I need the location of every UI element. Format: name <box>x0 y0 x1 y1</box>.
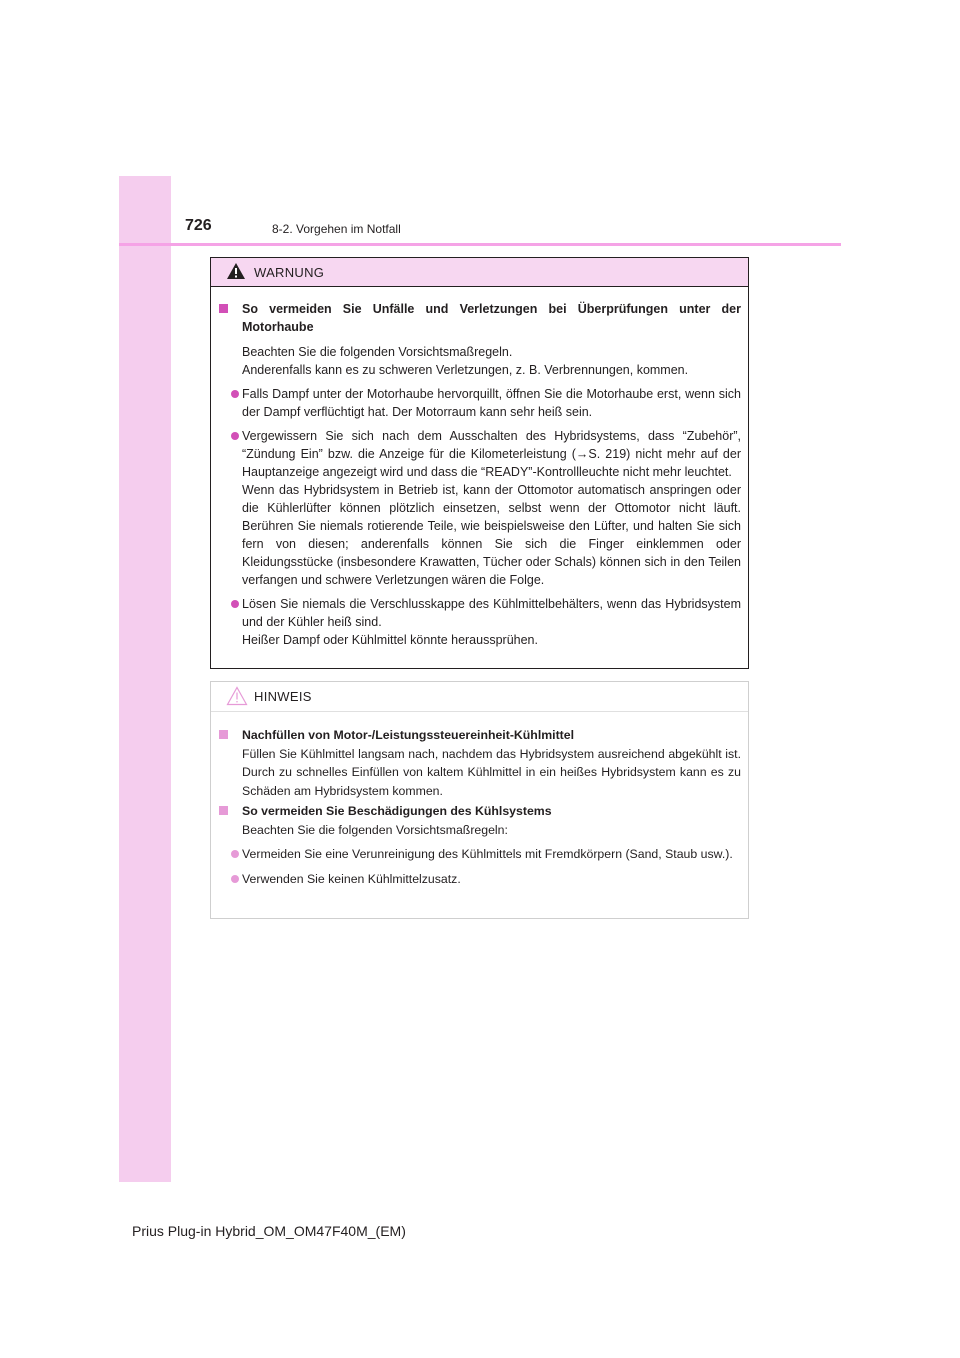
warning-intro-line: Beachten Sie die folgenden Vorsichtsmaßregeln. <box>242 345 513 359</box>
notice-box <box>210 681 749 919</box>
document-footer: Prius Plug-in Hybrid_OM_OM47F40M_(EM) <box>132 1223 406 1239</box>
notice-bullet <box>217 870 741 889</box>
warning-content <box>211 300 748 649</box>
bullet-text: Falls Dampf unter der Motorhaube hervorquillt, öffnen Sie die Motorhaube erst, wenn sich der Dampf verflüchtigt hat. Der Motorraum kann sehr heiß sein. <box>242 387 741 419</box>
notice-content <box>211 726 748 888</box>
notice-heading: So vermeiden Sie Beschädigungen des Kühlsystems <box>217 802 741 821</box>
bullet-text: Heißer Dampf oder Kühlmittel könnte heraussprühen. <box>242 633 538 647</box>
section-title: 8-2. Vorgehen im Notfall <box>272 222 401 236</box>
chapter-side-tab <box>119 176 171 1182</box>
notice-bullet <box>217 845 741 864</box>
warning-heading: So vermeiden Sie Unfälle und Verletzungen bei Überprüfungen unter der Motorhaube <box>217 300 741 336</box>
notice-triangle-icon <box>226 686 248 706</box>
notice-label: HINWEIS <box>254 689 312 704</box>
warning-box <box>210 257 749 669</box>
bullet-text: Vergewissern Sie sich nach dem Ausschalten des Hybridsystems, dass “Zubehör”, “Zündung Ein” bzw. die Anzeige für die Kilometerleistung (→S. 219) nicht mehr auf der Hauptanzeige angezeigt wird und dass die “READY”-Kontrollleuchte nicht mehr leuchtet. <box>242 429 741 479</box>
bullet-text: Lösen Sie niemals die Verschlusskappe des Kühlmittelbehälters, wenn das Hybridsystem und der Kühler heiß sind. <box>242 597 741 629</box>
notice-intro: Beachten Sie die folgenden Vorsichtsmaßregeln: <box>242 822 508 837</box>
notice-heading: Nachfüllen von Motor-/Leistungssteuereinheit-Kühlmittel <box>217 726 741 745</box>
bullet-text: Wenn das Hybridsystem in Betrieb ist, kann der Ottomotor automatisch anspringen oder die Kühlerlüfter können plötzlich einsetzen, selbst wenn der Ottomotor nicht läuft. Berühren Sie niemals rotierende Teile, wie beispielsweise den Lüfter, und halten Sie sich fern von diesen; anderenfalls können Sie sich die Finger einklemmen oder Kleidungsstücke (insbesondere Krawatten, Tücher oder Schals) können sich in den Teilen verfangen und schwere Verletzungen wären die Folge. <box>242 483 741 587</box>
notice-header <box>211 682 748 712</box>
page-number: 726 <box>185 217 212 234</box>
warning-intro-line: Anderenfalls kann es zu schweren Verletzungen, z. B. Verbrennungen, kommen. <box>242 363 689 377</box>
warning-bullet <box>217 595 741 649</box>
warning-bullet <box>217 427 741 589</box>
bullet-text: Vermeiden Sie eine Verunreinigung des Kühlmittels mit Fremdkörpern (Sand, Staub usw.). <box>242 847 733 861</box>
warning-header <box>211 258 748 287</box>
warning-label: WARNUNG <box>254 265 325 280</box>
header-divider <box>119 243 841 246</box>
warning-bullet <box>217 385 741 421</box>
warning-triangle-icon <box>226 262 246 280</box>
bullet-text: Verwenden Sie keinen Kühlmittelzusatz. <box>242 871 461 886</box>
notice-text: Füllen Sie Kühlmittel langsam nach, nachdem das Hybridsystem ausreichend abgekühlt ist. Durch zu schnelles Einfüllen von kaltem Kühlmittel in ein heißes Hybridsystem kann es zu Schäden am Hybridsystem kommen. <box>242 746 741 798</box>
